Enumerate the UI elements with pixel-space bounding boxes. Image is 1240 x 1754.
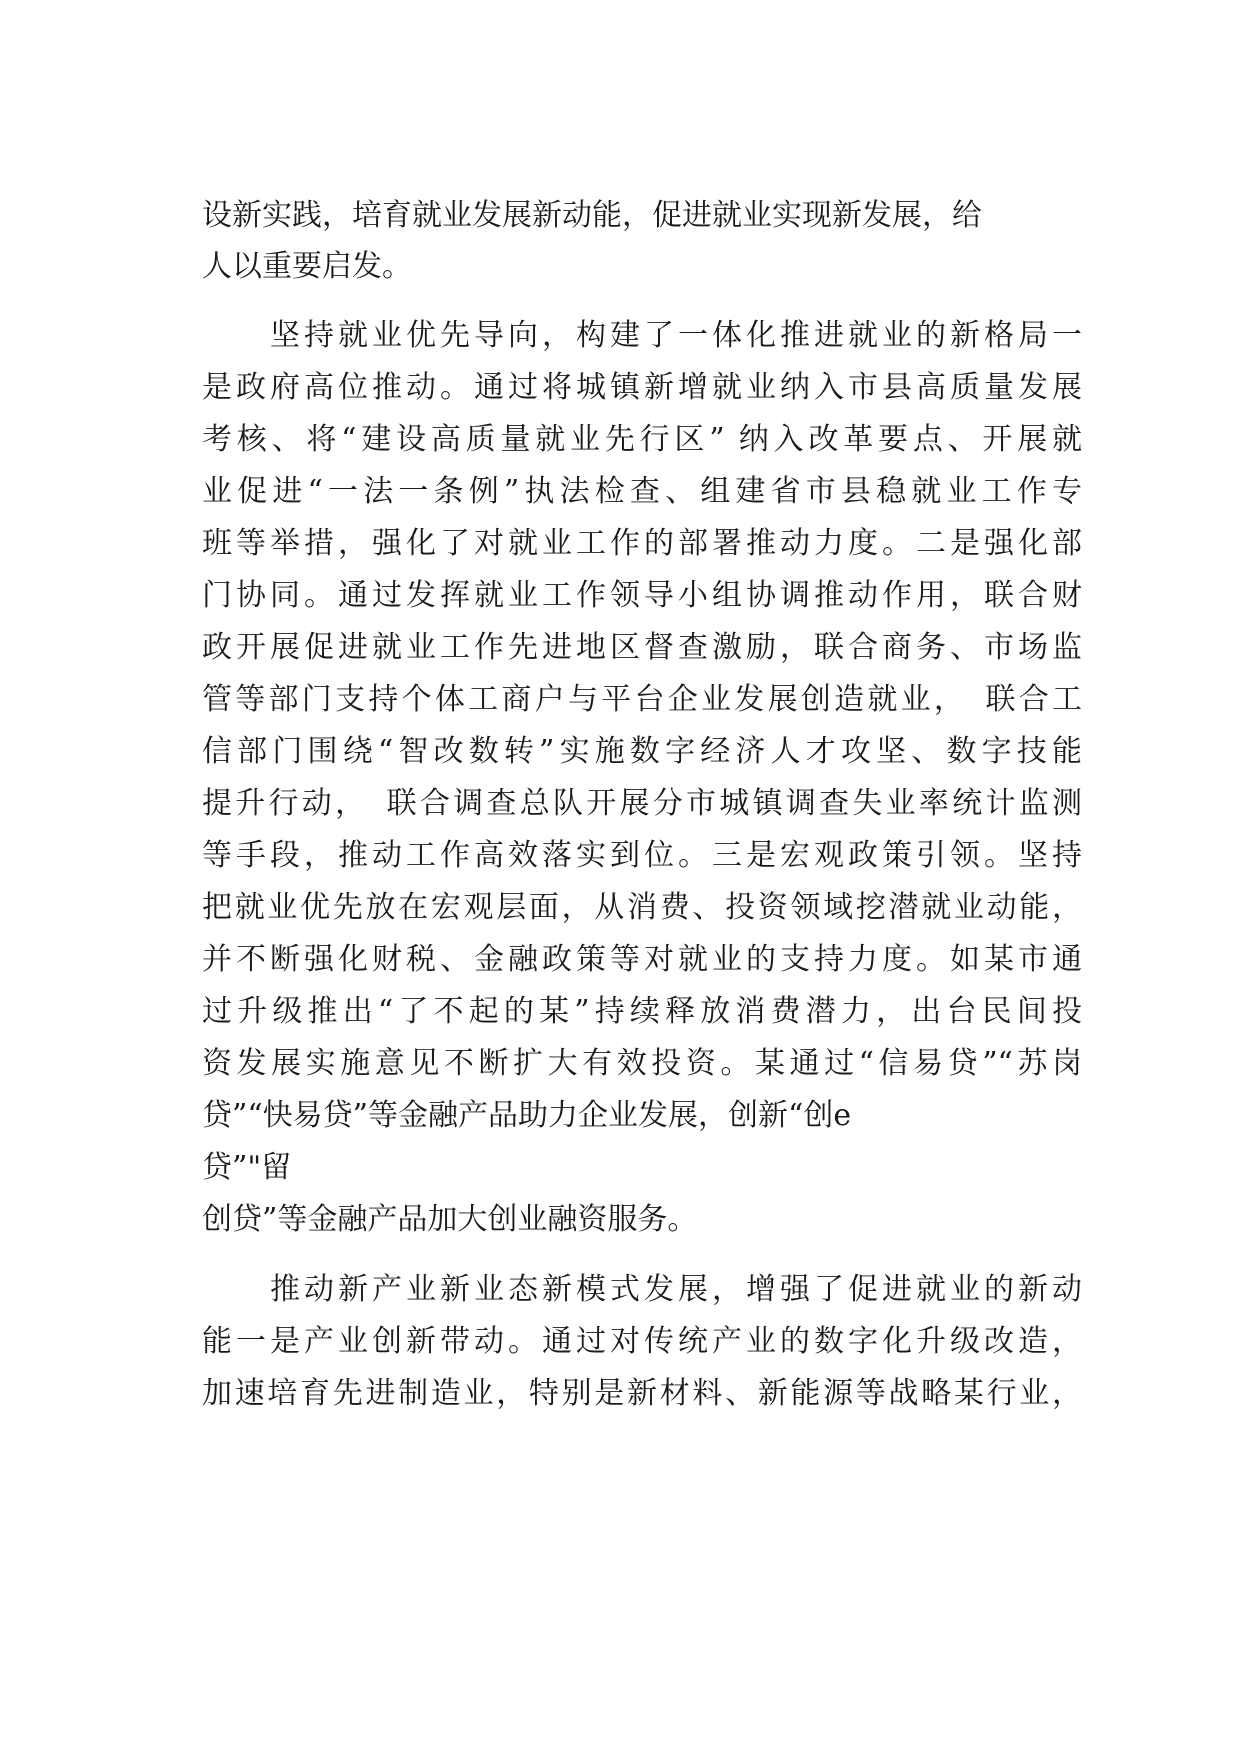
text-line: 过升级推出“了不起的某”持续释放消费潜力，出台民间投 [202,994,1082,1029]
text-line: 资发展实施意见不断扩大有效投资。某通过“信易贷”“苏岗 [202,1046,1082,1081]
text-line: 能一是产业创新带动。通过对传统产业的数字化升级改造， [202,1324,1082,1359]
text-line: 管等部门支持个体工商户与平台企业发展创造就业， 联合工 [202,682,1082,717]
text-line: 创贷”等金融产品加大创业融资服务。 [202,1202,698,1237]
text-line: 贷”“快易贷”等金融产品助力企业发展，创新“创e [202,1098,852,1133]
text-line: 业促进“一法一条例”执法检查、组建省市县稳就业工作专 [202,474,1082,509]
text-line: 是政府高位推动。通过将城镇新增就业纳入市县高质量发展 [202,370,1082,405]
text-line: 把就业优先放在宏观层面，从消费、投资领域挖潜就业动能， [202,890,1082,925]
text-line: 人以重要启发。 [202,249,412,284]
text-line: 并不断强化财税、金融政策等对就业的支持力度。如某市通 [202,942,1082,977]
text-line: 加速培育先进制造业，特别是新材料、新能源等战略某行业， [202,1376,1082,1411]
text-line: 班等举措，强化了对就业工作的部署推动力度。二是强化部 [202,526,1082,561]
paragraph-first-line: 坚持就业优先导向，构建了一体化推进就业的新格局一 [270,318,1082,353]
text-line: 贷”"留 [202,1150,292,1185]
text-line: 信部门围绕“智改数转”实施数字经济人才攻坚、数字技能 [202,734,1082,769]
text-line: 门协同。通过发挥就业工作领导小组协调推动作用，联合财 [202,578,1082,613]
text-line: 等手段，推动工作高效落实到位。三是宏观政策引领。坚持 [202,838,1082,873]
text-line: 考核、将“建设高质量就业先行区” 纳入改革要点、开展就 [202,422,1082,457]
paragraph-first-line: 推动新产业新业态新模式发展，增强了促进就业的新动 [270,1272,1082,1307]
text-line: 设新实践，培育就业发展新动能，促进就业实现新发展，给 [202,198,982,233]
text-line: 政开展促进就业工作先进地区督查激励，联合商务、市场监 [202,630,1082,665]
text-line: 提升行动， 联合调查总队开展分市城镇调查失业率统计监测 [202,786,1082,821]
